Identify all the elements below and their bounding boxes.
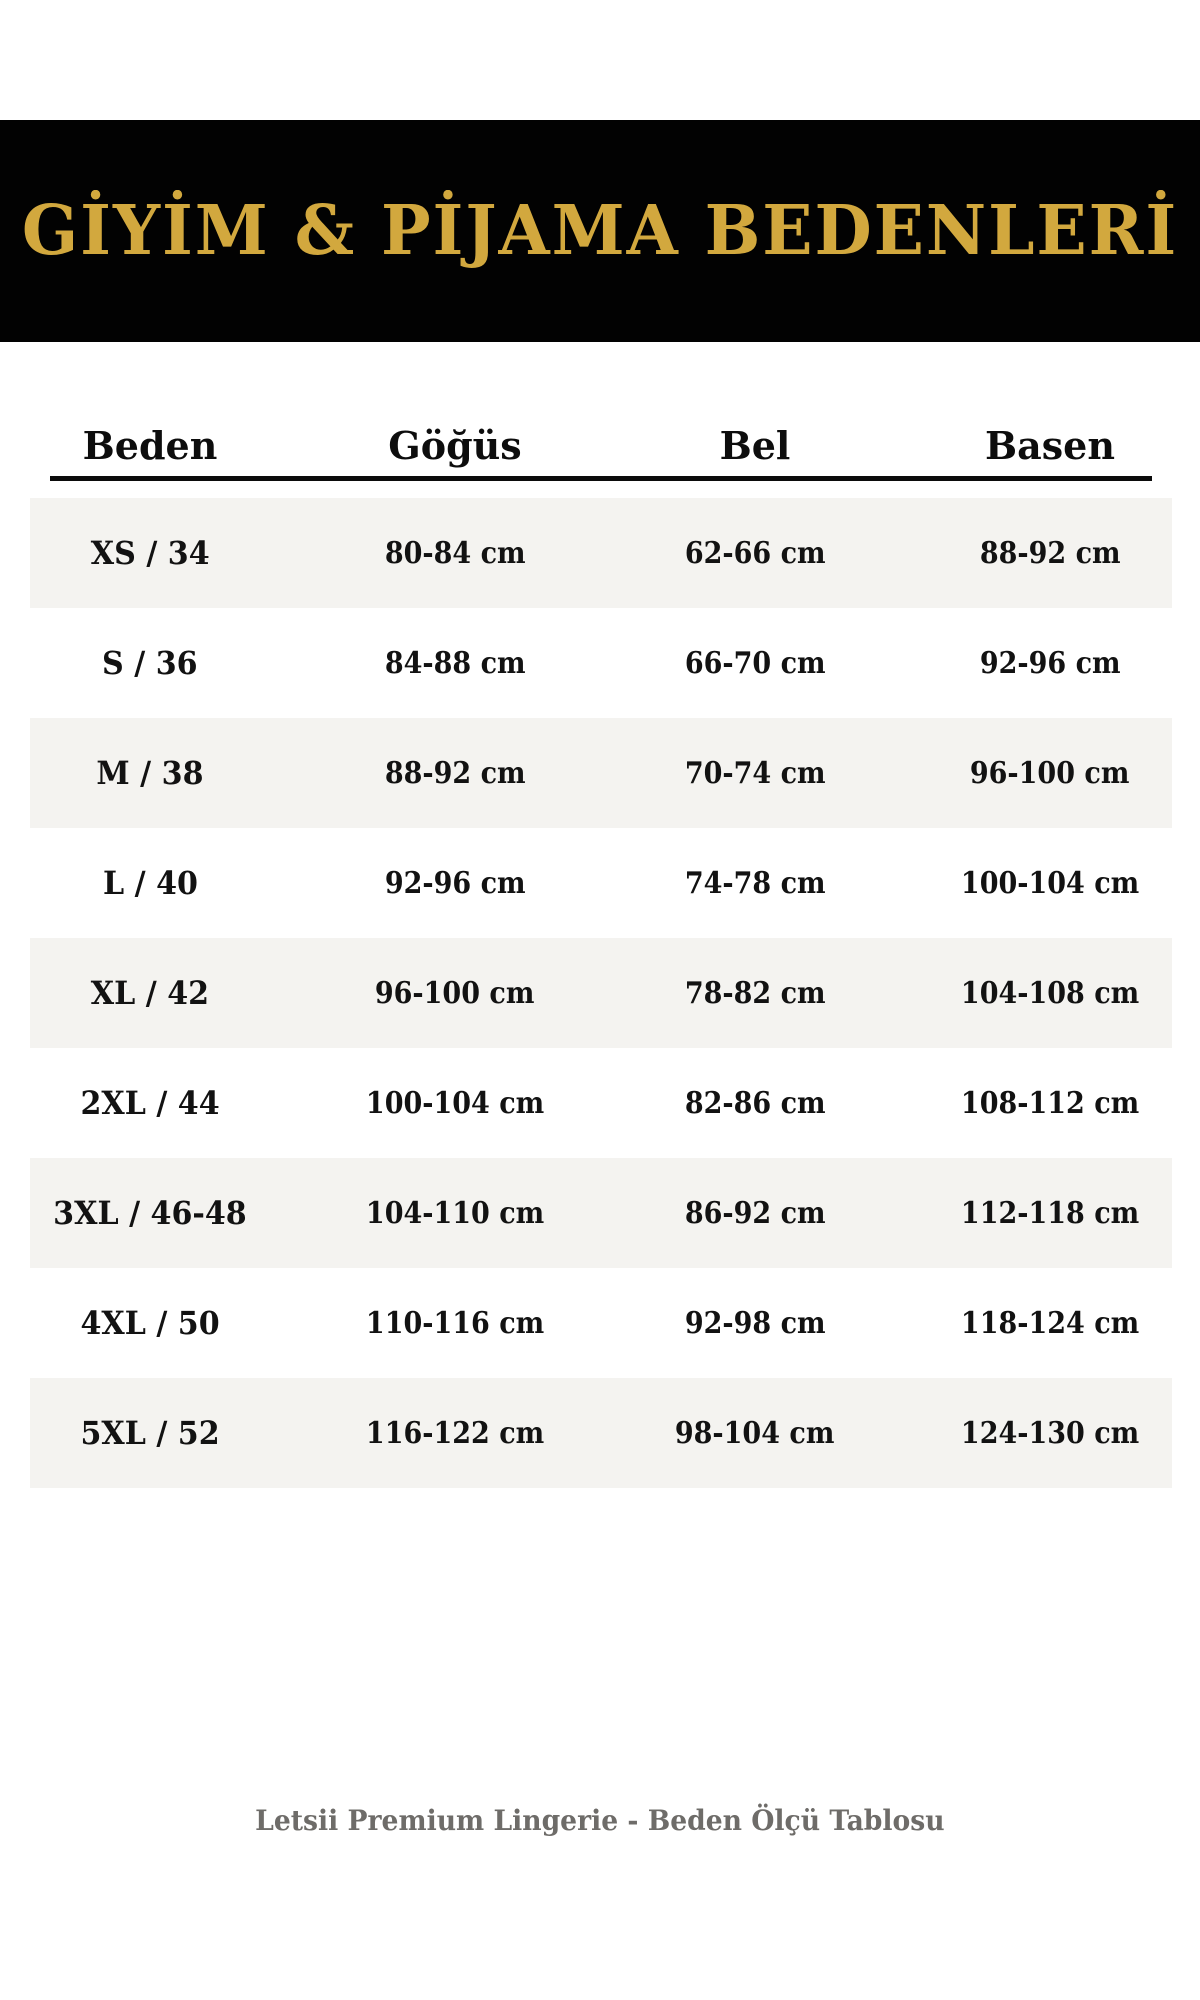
cell-waist: 78-82 cm bbox=[684, 975, 826, 1011]
footer-caption: Letsii Premium Lingerie - Beden Ölçü Tablosu bbox=[255, 1803, 945, 1837]
table-row-l bbox=[0, 828, 1200, 938]
cell-size: 2XL / 44 bbox=[80, 1084, 220, 1122]
page-title: GİYİM & PİJAMA BEDENLERİ bbox=[21, 191, 1179, 271]
cell-chest: 80-84 cm bbox=[384, 535, 526, 571]
cell-hips: 112-118 cm bbox=[960, 1195, 1140, 1231]
cell-waist: 62-66 cm bbox=[684, 535, 826, 571]
cell-chest: 92-96 cm bbox=[384, 865, 526, 901]
table-header-row bbox=[0, 414, 1200, 476]
col-header-beden: Beden bbox=[82, 422, 218, 468]
size-chart-table bbox=[0, 414, 1200, 1488]
cell-chest: 110-116 cm bbox=[365, 1305, 545, 1341]
cell-waist: 70-74 cm bbox=[684, 755, 826, 791]
cell-size: 4XL / 50 bbox=[80, 1304, 220, 1342]
cell-chest: 100-104 cm bbox=[365, 1085, 545, 1121]
table-row-5xl bbox=[0, 1378, 1200, 1488]
cell-waist: 66-70 cm bbox=[684, 645, 826, 681]
cell-size: 3XL / 46-48 bbox=[53, 1194, 247, 1232]
table-row-m bbox=[0, 718, 1200, 828]
cell-chest: 116-122 cm bbox=[365, 1415, 545, 1451]
title-banner bbox=[0, 120, 1200, 342]
cell-hips: 124-130 cm bbox=[960, 1415, 1140, 1451]
cell-hips: 96-100 cm bbox=[970, 755, 1130, 791]
cell-chest: 104-110 cm bbox=[365, 1195, 545, 1231]
cell-chest: 96-100 cm bbox=[375, 975, 535, 1011]
cell-size: S / 36 bbox=[102, 644, 198, 682]
col-header-bel: Bel bbox=[719, 422, 791, 468]
cell-chest: 88-92 cm bbox=[384, 755, 526, 791]
table-row-3xl bbox=[0, 1158, 1200, 1268]
cell-size: XS / 34 bbox=[90, 534, 210, 572]
table-row-s bbox=[0, 608, 1200, 718]
cell-hips: 104-108 cm bbox=[960, 975, 1140, 1011]
cell-size: 5XL / 52 bbox=[80, 1414, 220, 1452]
table-row-4xl bbox=[0, 1268, 1200, 1378]
cell-waist: 92-98 cm bbox=[684, 1305, 826, 1341]
cell-waist: 82-86 cm bbox=[684, 1085, 826, 1121]
cell-hips: 108-112 cm bbox=[960, 1085, 1140, 1121]
cell-hips: 92-96 cm bbox=[979, 645, 1121, 681]
table-body bbox=[0, 498, 1200, 1488]
table-row-2xl bbox=[0, 1048, 1200, 1158]
cell-hips: 118-124 cm bbox=[960, 1305, 1140, 1341]
cell-size: L / 40 bbox=[102, 864, 198, 902]
cell-waist: 74-78 cm bbox=[684, 865, 826, 901]
cell-size: M / 38 bbox=[96, 754, 204, 792]
header-underline bbox=[50, 476, 1152, 481]
col-header-gogus: Göğüs bbox=[388, 422, 522, 468]
cell-waist: 86-92 cm bbox=[684, 1195, 826, 1231]
table-row-xs bbox=[0, 498, 1200, 608]
cell-waist: 98-104 cm bbox=[675, 1415, 835, 1451]
cell-hips: 88-92 cm bbox=[979, 535, 1121, 571]
col-header-basen: Basen bbox=[985, 422, 1115, 468]
cell-size: XL / 42 bbox=[90, 974, 210, 1012]
footer bbox=[0, 1803, 1200, 1837]
table-row-xl bbox=[0, 938, 1200, 1048]
cell-hips: 100-104 cm bbox=[960, 865, 1140, 901]
cell-chest: 84-88 cm bbox=[384, 645, 526, 681]
